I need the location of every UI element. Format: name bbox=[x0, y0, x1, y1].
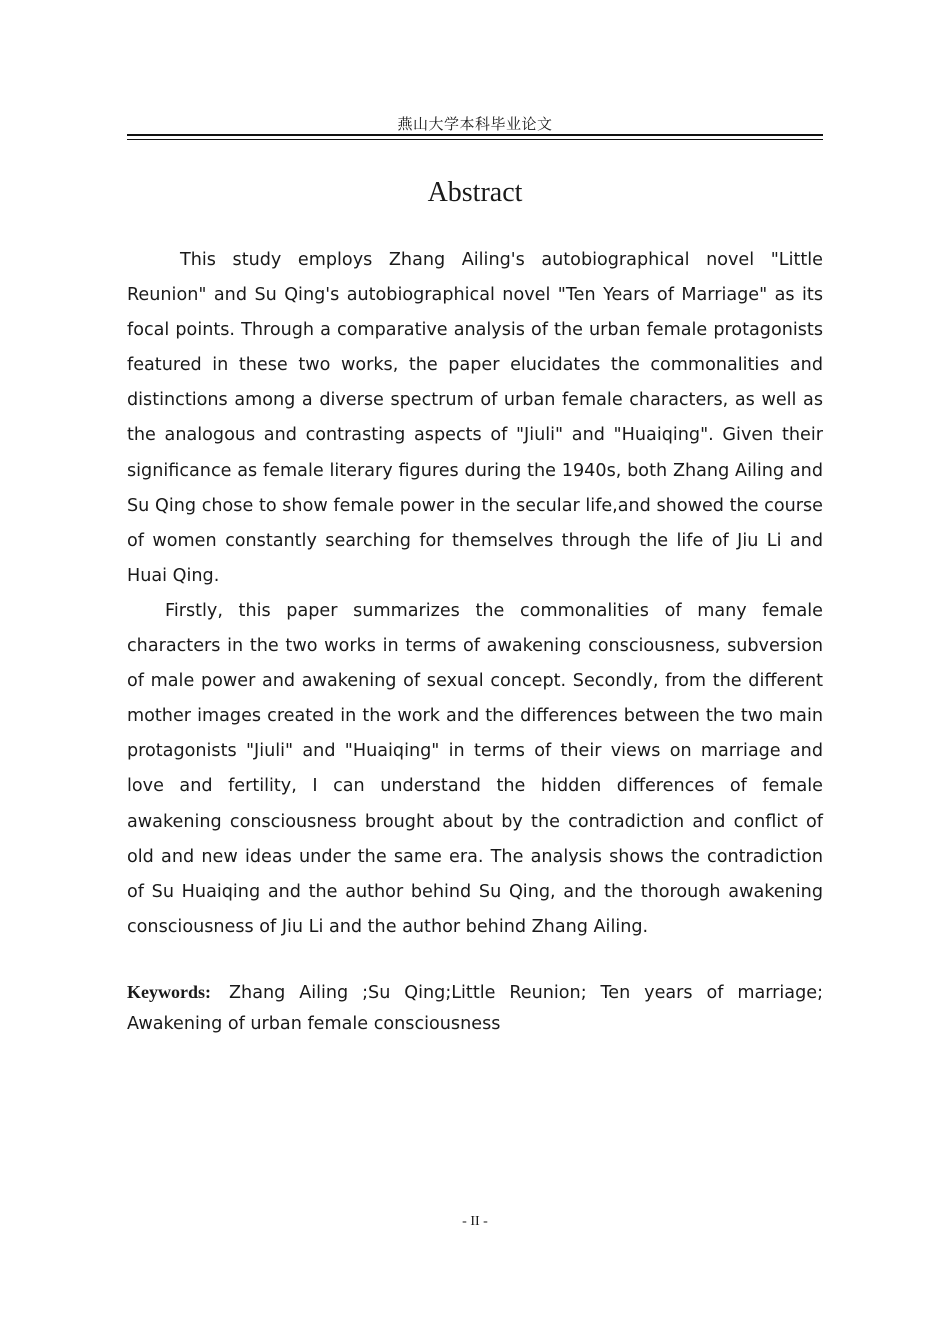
header-rule-thin bbox=[127, 139, 823, 140]
page-title: Abstract bbox=[427, 177, 523, 208]
abstract-paragraph-1: This study employs Zhang Ailing's autobiographical novel "Little Reunion" and Su Qing's autobiographical novel "Ten Years of Marriage" as its focal points. Through a comparative analysis of the urban female protagonists featured in these two works, the paper elucidates the commonalities and distinctions among a diverse spectrum of urban female characters, as well as the analogous and contrasting aspects of "Jiuli" and "Huaiqing". Given their significance as female literary figures during the 1940s, both Zhang Ailing and Su Qing chose to show female power in the secular life,and showed the course of women constantly searching for themselves through the life of Jiu Li and Huai Qing. bbox=[127, 250, 823, 586]
header-rule-thick bbox=[127, 134, 823, 136]
keywords-label: Keywords: bbox=[127, 982, 211, 1002]
keywords-text: Zhang Ailing ;Su Qing;Little Reunion; Ten years of marriage; Awakening of urban female consciousness bbox=[127, 983, 823, 1034]
abstract-paragraph-2: Firstly, this paper summarizes the commonalities of many female characters in the two works in terms of awakening consciousness, subversion of male power and awakening of sexual concept. Secondly, from the different mother images created in the work and the differences between the two main protagonists "Jiuli" and "Huaiqing" in terms of their views on marriage and love and fertility, I can understand the hidden differences of female awakening consciousness brought about by the contradiction and conflict of old and new ideas under the same era. The analysis shows the contradiction of Su Huaiqing and the author behind Su Qing, and the thorough awakening consciousness of Jiu Li and the author behind Zhang Ailing. bbox=[127, 600, 823, 937]
running-header-title: 燕山大学本科毕业论文 bbox=[397, 115, 553, 133]
page-number: - II - bbox=[462, 1214, 488, 1229]
abstract-body bbox=[127, 243, 823, 945]
keywords-block bbox=[127, 977, 823, 1040]
